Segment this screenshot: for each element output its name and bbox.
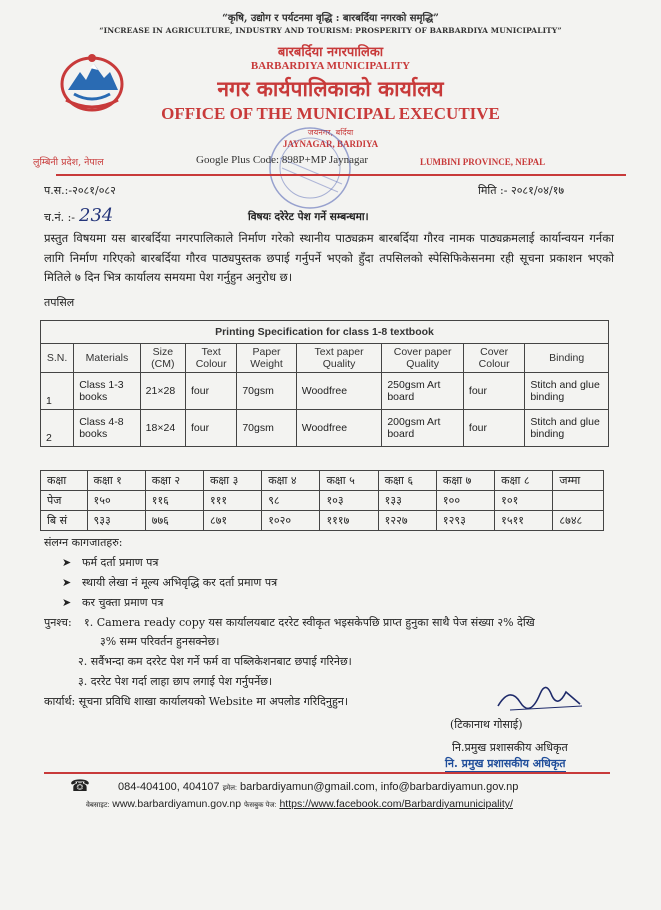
handwritten-signature-icon [490,676,590,716]
condition-item: १. Camera ready copy यस कार्यालयबाट दररेट स्वीकृत भइसकेपछि प्राप्त हुनुका साथै पेज संख्या २% देखि [84,616,535,629]
arrow-bullet-icon: ➤ [62,556,72,569]
chalan-label: च.नं. :- [44,211,76,224]
arrow-bullet-icon: ➤ [62,596,72,609]
pages-cell: ११६ [145,491,203,511]
spec-cell: 200gsm Art board [382,410,464,447]
attachment-text: कर चुक्ता प्रमाण पत्र [82,596,164,609]
condition-item: २. सर्वैभन्दा कम दररेट पेश गर्ने फर्म वा पब्लिकेशनबाट छपाई गरिनेछ। [78,655,352,668]
pages-header-cell: कक्षा ३ [203,471,261,491]
spec-cell: Stitch and glue binding [525,410,609,447]
office-name-nepali: नगर कार्यपालिकाको कार्यालय [217,76,444,101]
attachment-text: स्थायी लेखा नं मूल्य अभिवृद्धि कर दर्ता प्रमाण पत्र [82,576,278,589]
condition-item: ३. दररेट पेश गर्दा लाहा छाप लगाई पेश गर्नुपर्नेछ। [78,675,273,688]
letter-subject: विषयः दरेरेट पेश गर्ने सम्बन्धमा। [248,211,369,223]
conditions-label: पुनश्च: [44,616,72,629]
table-row [41,471,604,491]
date-label: मिति :- [478,184,508,197]
page-count-table [40,470,604,531]
spec-cell: four [185,373,236,410]
signer-name: (टिकानाथ गोसाई) [450,718,523,731]
pages-cell: ८७१ [203,511,261,531]
municipality-name-english: BARBARDIYA MUNICIPALITY [250,60,411,72]
attachment-text: फर्म दर्ता प्रमाण पत्र [82,556,159,569]
pages-header-cell: जम्मा [553,471,604,491]
pages-header-cell: कक्षा २ [145,471,203,491]
spec-cell: four [463,373,524,410]
spec-cell: 1 [41,373,74,410]
spec-table-caption: Printing Specification for class 1-8 textbook [41,321,609,344]
pages-cell: बि सं [41,511,88,531]
spec-header-cell: Cover Colour [463,344,524,373]
tapasil-label: तपसिल [44,296,75,309]
pages-cell: १२९३ [436,511,494,531]
spec-header-cell: Cover paper Quality [382,344,464,373]
pages-header-cell: कक्षा ८ [495,471,553,491]
spec-table-header-row [41,344,609,373]
spec-cell: Stitch and glue binding [525,373,609,410]
spec-cell: Woodfree [296,410,382,447]
condition-item: ३% सम्म परिवर्तन हुनसक्नेछ। [100,635,220,648]
address-english: JAYNAGAR, BARDIYA [282,139,379,149]
telephone-icon: ☎ [70,776,90,795]
pages-cell: १५० [87,491,145,511]
pages-cell: १३३ [378,491,436,511]
chalan-number [44,205,113,226]
chalan-value: 234 [79,205,114,226]
reference-label: प.स.:- [44,184,73,197]
footer-phone: 084-404100, 404107 [118,781,220,793]
footer-facebook-link[interactable]: https://www.facebook.com/Barbardiyamunicipality/ [279,798,513,810]
pages-cell: १०२० [262,511,320,531]
municipality-name-nepali: बारबर्दिया नगरपालिका [277,45,384,60]
pages-cell: १२२७ [378,511,436,531]
pages-cell: ८७४८ [553,511,604,531]
pages-header-cell: कक्षा १ [87,471,145,491]
pages-cell: १५११ [495,511,553,531]
pages-cell: ७७६ [145,511,203,531]
spec-cell: 18×24 [140,410,185,447]
footer-email[interactable]: barbardiyamun@gmail.com, info@barbardiyamun.gov.np [240,781,519,793]
motto-nepali: “कृषि, उद्योग र पर्यटनमा वृद्धि : बारबर्दिया नगरको समृद्धि” [222,13,439,24]
pages-cell: ९८ [262,491,320,511]
pages-header-cell: कक्षा [41,471,88,491]
spec-header-cell: Text Colour [185,344,236,373]
pages-cell: ९३३ [87,511,145,531]
office-stamp-seal-icon [262,120,358,216]
address-nepali: जयनगर, बर्दिया [307,128,354,137]
pages-header-cell: कक्षा ७ [436,471,494,491]
spec-cell: Class 1-3 books [74,373,140,410]
office-name-english: OFFICE OF THE MUNICIPAL EXECUTIVE [161,104,500,123]
signer-role: नि.प्रमुख प्रशासकीय अधिकृत [452,741,568,754]
spec-header-cell: Binding [525,344,609,373]
spec-header-cell: Materials [74,344,140,373]
list-item [62,555,158,570]
date-value: २०८१/०४/१७ [510,184,565,197]
arrow-bullet-icon: ➤ [62,576,72,589]
table-row [41,410,609,447]
email-label: इमेल: [222,785,237,792]
spec-header-cell: S.N. [41,344,74,373]
website-label: वेबसाइट: [86,802,110,809]
list-item [62,595,163,610]
signer-role-stamp: नि. प्रमुख प्रशासकीय अधिकृत [445,757,566,770]
pages-cell: १०३ [320,491,378,511]
table-row [41,511,604,531]
attachments-title: संलग्न कागजातहरु: [44,536,123,549]
spec-header-cell: Text paper Quality [296,344,382,373]
list-item [62,575,277,590]
motto-english: “INCREASE IN AGRICULTURE, INDUSTRY AND TOURISM: PROSPERITY OF BARBARDIYA MUNICIPALITY” [99,26,562,35]
pages-header-cell: कक्षा ६ [378,471,436,491]
letter-date [478,183,564,198]
footer-divider [44,772,610,774]
footer-contact-line [118,781,518,793]
pages-cell: १११ [203,491,261,511]
table-row [41,491,604,511]
spec-cell: Class 4-8 books [74,410,140,447]
spec-cell: 70gsm [237,410,296,447]
cc-note: कार्यार्थ: सूचना प्रविधि शाखा कार्यालयको Website मा अपलोड गरिदिनुहुन। [44,695,349,708]
pages-cell: १११७ [320,511,378,531]
spec-cell: four [463,410,524,447]
spec-cell: Woodfree [296,373,382,410]
spec-cell: 250gsm Art board [382,373,464,410]
footer-website-link[interactable]: www.barbardiyamun.gov.np [112,798,242,810]
footer-web-line [86,798,513,810]
facebook-label: फेसबुक पेज: [243,802,277,809]
spec-cell: 2 [41,410,74,447]
header-divider [56,174,626,176]
spec-cell: 21×28 [140,373,185,410]
printing-spec-table [40,320,609,447]
pages-header-cell: कक्षा ४ [262,471,320,491]
letter-body: प्रस्तुत विषयमा यस बारबर्दिया नगरपालिकाले निर्माण गरेको स्थानीय पाठ्यक्रम बारबर्दिया गौरव नामक पाठ्यक्रमलाई कार्यान्वयन गर्नका लागि निर्माण गरिएको बारबर्दिया गौरव पाठ्यपुस्तक छपाई गर्नुपर्ने भएको हुँदा तपसिलको स्पेसिफिकेसनमा रही सूचना प्रकाशन भएको मितिले ७ दिन भित्र कार्यालय समयमा पेश गर्नुहुन अनुरोध छ। [44,231,614,284]
reference-value: २०८१/०८२ [72,184,116,197]
google-plus-code: Google Plus Code: 898P+MP Jaynagar [196,154,369,166]
province-nepali: लुम्बिनी प्रदेश, नेपाल [33,157,104,168]
spec-cell: four [185,410,236,447]
province-english: LUMBINI PROVINCE, NEPAL [420,157,546,167]
pages-header-cell: कक्षा ५ [320,471,378,491]
reference-number [44,183,116,198]
table-row [41,373,609,410]
spec-cell: 70gsm [237,373,296,410]
pages-cell: पेज [41,491,88,511]
spec-header-cell: Size (CM) [140,344,185,373]
pages-cell: १०१ [495,491,553,511]
spec-header-cell: Paper Weight [237,344,296,373]
pages-cell: १०० [436,491,494,511]
pages-cell [553,491,604,511]
